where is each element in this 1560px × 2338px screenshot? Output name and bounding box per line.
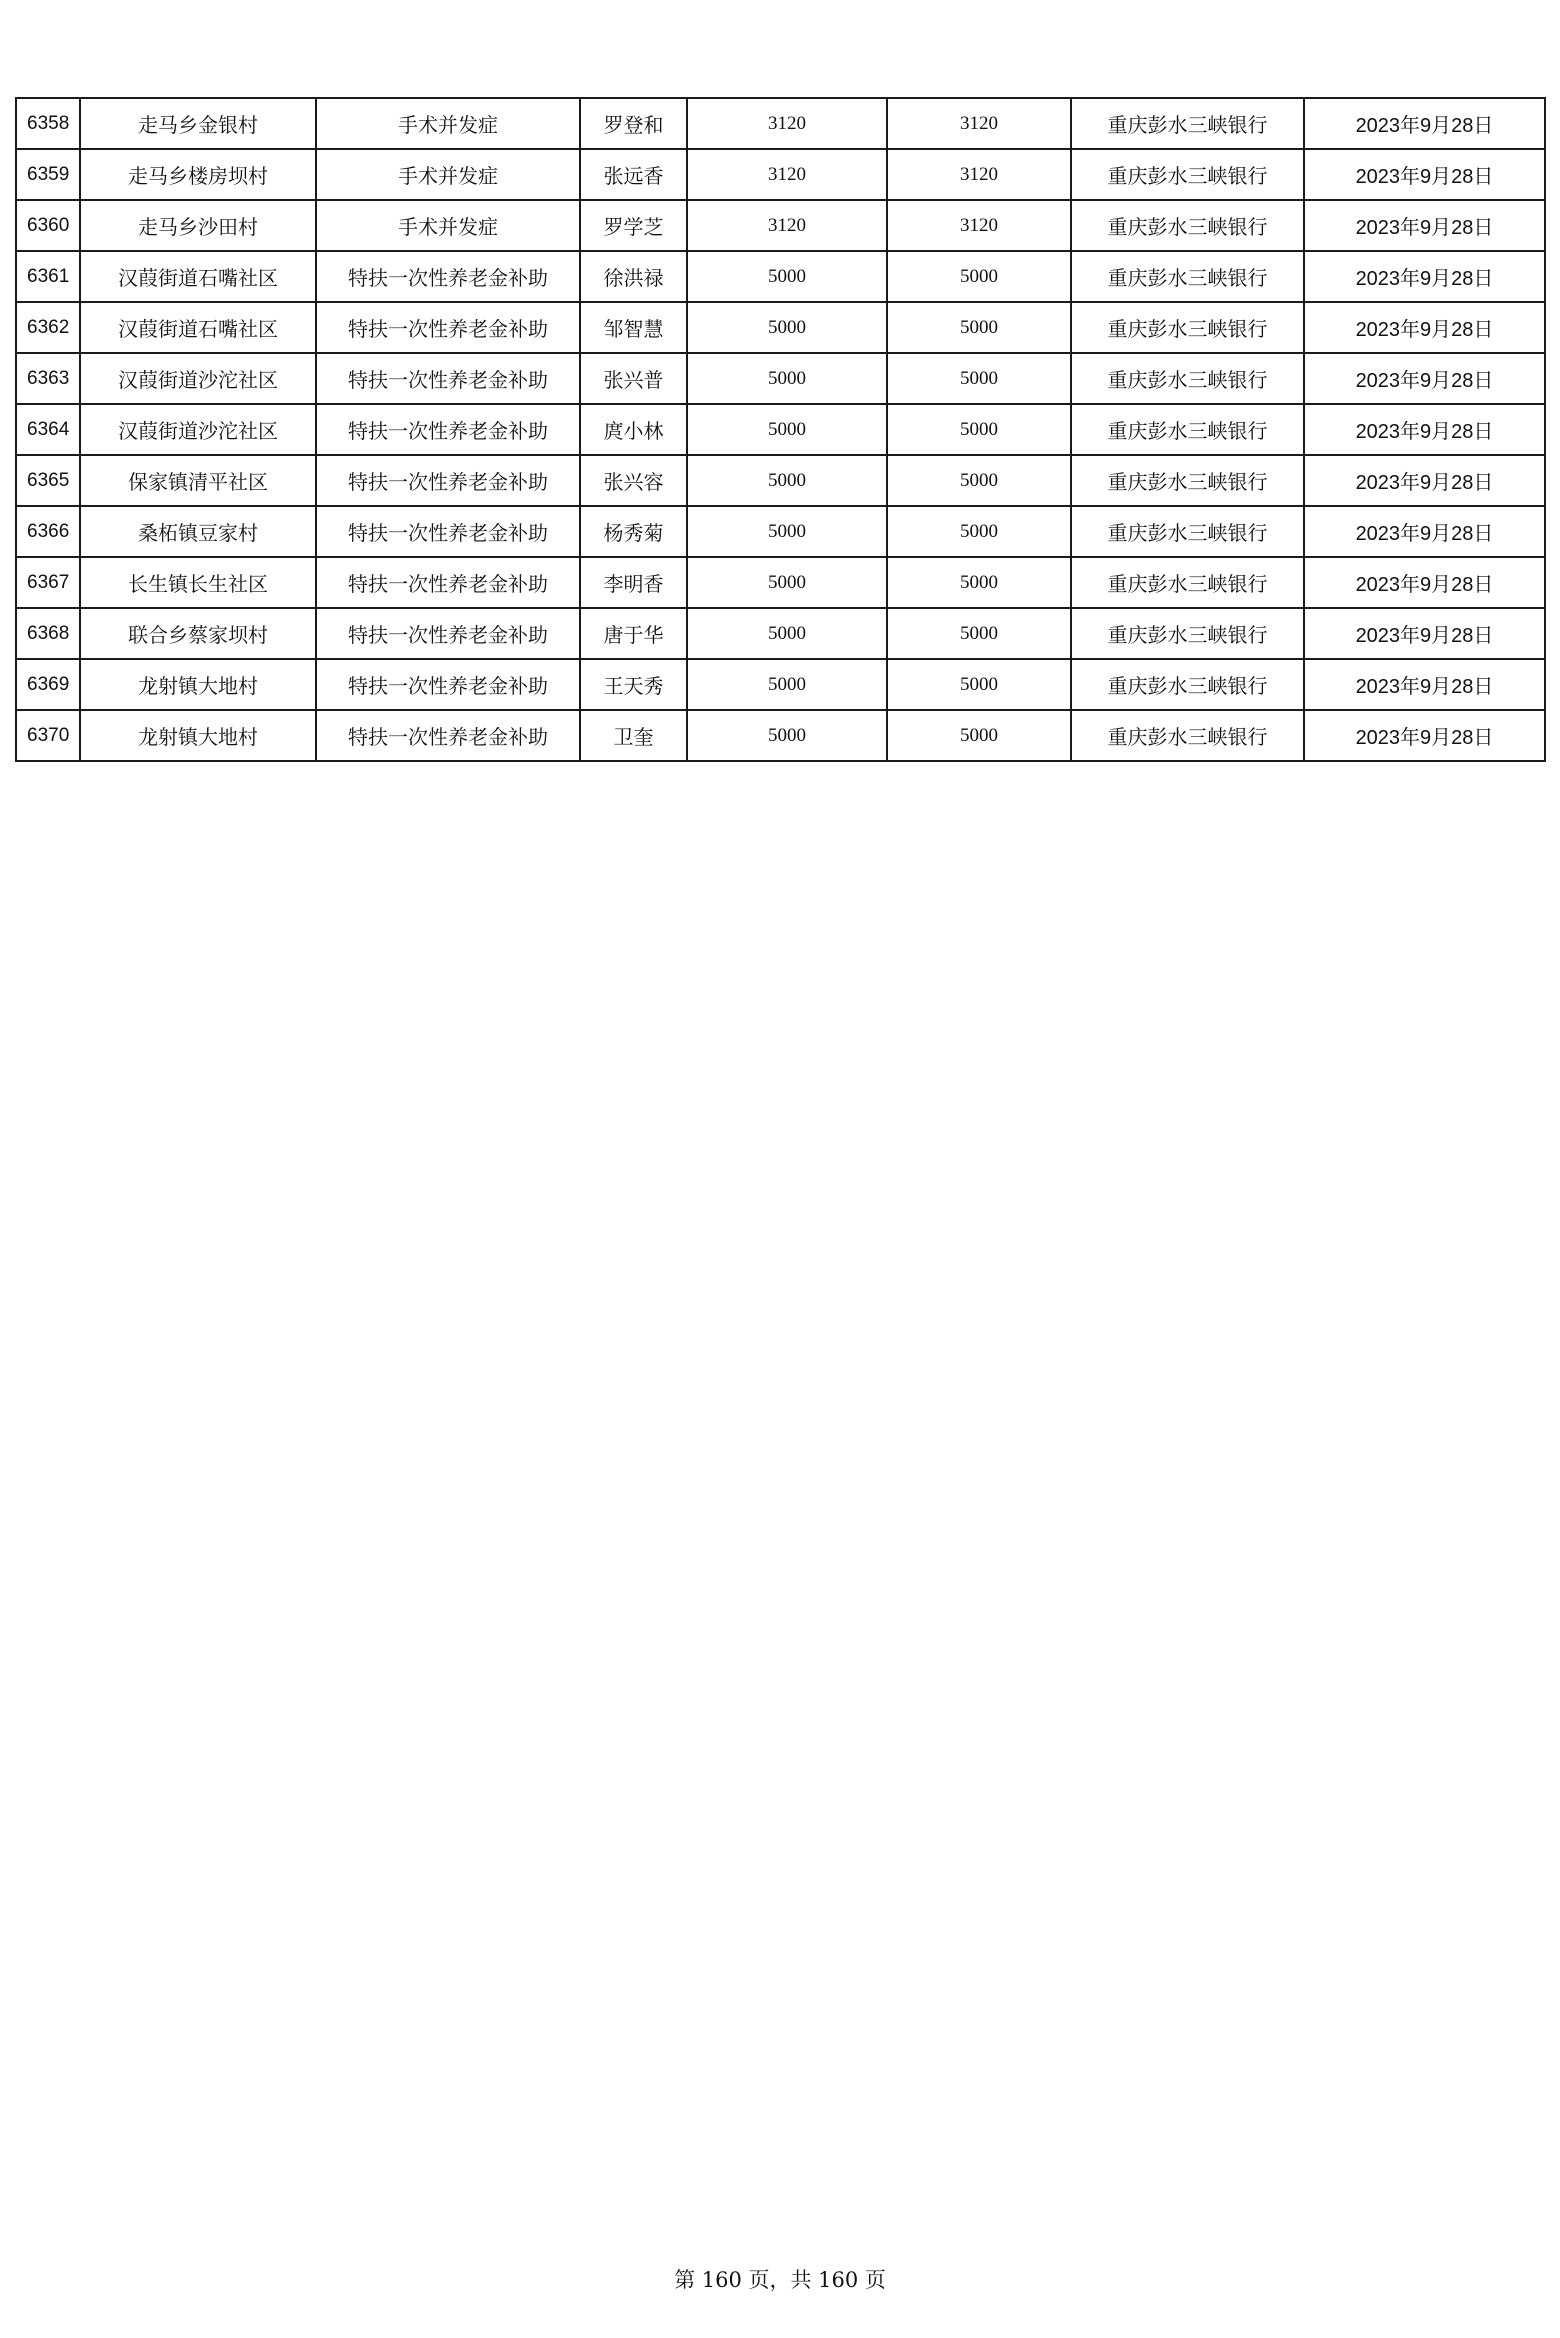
item-type-cell: 手术并发症 [316,200,580,251]
date-cell: 2023年9月28日 [1304,710,1545,761]
bank-cell: 重庆彭水三峡银行 [1071,98,1304,149]
item-type-cell: 手术并发症 [316,149,580,200]
table-row [16,251,1545,302]
bank-cell: 重庆彭水三峡银行 [1071,659,1304,710]
paid-amount-cell: 5000 [887,353,1071,404]
name-cell: 罗学芝 [580,200,687,251]
item-type-cell: 特扶一次性养老金补助 [316,659,580,710]
item-type-cell: 特扶一次性养老金补助 [316,404,580,455]
paid-amount-cell: 3120 [887,98,1071,149]
seq-number-cell: 6360 [16,200,80,251]
amount-cell: 5000 [687,404,887,455]
bank-cell: 重庆彭水三峡银行 [1071,608,1304,659]
bank-cell: 重庆彭水三峡银行 [1071,557,1304,608]
date-cell: 2023年9月28日 [1304,659,1545,710]
paid-amount-cell: 3120 [887,149,1071,200]
table-row [16,710,1545,761]
bank-cell: 重庆彭水三峡银行 [1071,302,1304,353]
item-type-cell: 特扶一次性养老金补助 [316,251,580,302]
date-cell: 2023年9月28日 [1304,557,1545,608]
location-cell: 汉葭街道沙沱社区 [80,353,316,404]
seq-number-cell: 6368 [16,608,80,659]
seq-number-cell: 6363 [16,353,80,404]
table-row [16,404,1545,455]
paid-amount-cell: 3120 [887,200,1071,251]
paid-amount-cell: 5000 [887,608,1071,659]
name-cell: 王天秀 [580,659,687,710]
location-cell: 龙射镇大地村 [80,710,316,761]
amount-cell: 5000 [687,455,887,506]
location-cell: 走马乡金银村 [80,98,316,149]
page-number: 第 160 页，共 160 页 [674,2268,886,2292]
seq-number-cell: 6365 [16,455,80,506]
item-type-cell: 手术并发症 [316,98,580,149]
seq-number-cell: 6369 [16,659,80,710]
bank-cell: 重庆彭水三峡银行 [1071,200,1304,251]
name-cell: 张远香 [580,149,687,200]
location-cell: 联合乡蔡家坝村 [80,608,316,659]
name-cell: 张兴普 [580,353,687,404]
paid-amount-cell: 5000 [887,506,1071,557]
location-cell: 走马乡楼房坝村 [80,149,316,200]
location-cell: 桑柘镇豆家村 [80,506,316,557]
amount-cell: 5000 [687,506,887,557]
seq-number-cell: 6370 [16,710,80,761]
name-cell: 李明香 [580,557,687,608]
item-type-cell: 特扶一次性养老金补助 [316,710,580,761]
location-cell: 汉葭街道石嘴社区 [80,302,316,353]
bank-cell: 重庆彭水三峡银行 [1071,404,1304,455]
location-cell: 走马乡沙田村 [80,200,316,251]
name-cell: 张兴容 [580,455,687,506]
date-cell: 2023年9月28日 [1304,149,1545,200]
date-cell: 2023年9月28日 [1304,302,1545,353]
table-row [16,506,1545,557]
amount-cell: 3120 [687,98,887,149]
location-cell: 长生镇长生社区 [80,557,316,608]
table-row [16,455,1545,506]
name-cell: 徐洪禄 [580,251,687,302]
item-type-cell: 特扶一次性养老金补助 [316,506,580,557]
amount-cell: 5000 [687,353,887,404]
location-cell: 汉葭街道沙沱社区 [80,404,316,455]
name-cell: 杨秀菊 [580,506,687,557]
date-cell: 2023年9月28日 [1304,506,1545,557]
seq-number-cell: 6361 [16,251,80,302]
item-type-cell: 特扶一次性养老金补助 [316,557,580,608]
item-type-cell: 特扶一次性养老金补助 [316,608,580,659]
amount-cell: 5000 [687,608,887,659]
name-cell: 庹小林 [580,404,687,455]
paid-amount-cell: 5000 [887,659,1071,710]
date-cell: 2023年9月28日 [1304,608,1545,659]
name-cell: 邹智慧 [580,302,687,353]
name-cell: 卫奎 [580,710,687,761]
date-cell: 2023年9月28日 [1304,98,1545,149]
table-row [16,302,1545,353]
bank-cell: 重庆彭水三峡银行 [1071,710,1304,761]
paid-amount-cell: 5000 [887,251,1071,302]
paid-amount-cell: 5000 [887,710,1071,761]
bank-cell: 重庆彭水三峡银行 [1071,506,1304,557]
paid-amount-cell: 5000 [887,455,1071,506]
date-cell: 2023年9月28日 [1304,404,1545,455]
table-row [16,557,1545,608]
paid-amount-cell: 5000 [887,404,1071,455]
bank-cell: 重庆彭水三峡银行 [1071,149,1304,200]
seq-number-cell: 6362 [16,302,80,353]
amount-cell: 3120 [687,149,887,200]
location-cell: 龙射镇大地村 [80,659,316,710]
table-row [16,608,1545,659]
item-type-cell: 特扶一次性养老金补助 [316,302,580,353]
name-cell: 唐于华 [580,608,687,659]
amount-cell: 5000 [687,251,887,302]
date-cell: 2023年9月28日 [1304,200,1545,251]
item-type-cell: 特扶一次性养老金补助 [316,455,580,506]
bank-cell: 重庆彭水三峡银行 [1071,455,1304,506]
amount-cell: 5000 [687,557,887,608]
amount-cell: 3120 [687,200,887,251]
records-table [15,97,1546,762]
amount-cell: 5000 [687,710,887,761]
paid-amount-cell: 5000 [887,302,1071,353]
table-row [16,98,1545,149]
date-cell: 2023年9月28日 [1304,455,1545,506]
item-type-cell: 特扶一次性养老金补助 [316,353,580,404]
table-row [16,200,1545,251]
table-row [16,353,1545,404]
amount-cell: 5000 [687,302,887,353]
date-cell: 2023年9月28日 [1304,353,1545,404]
bank-cell: 重庆彭水三峡银行 [1071,251,1304,302]
date-cell: 2023年9月28日 [1304,251,1545,302]
seq-number-cell: 6366 [16,506,80,557]
paid-amount-cell: 5000 [887,557,1071,608]
records-table-body [16,98,1545,761]
seq-number-cell: 6367 [16,557,80,608]
table-row [16,659,1545,710]
seq-number-cell: 6364 [16,404,80,455]
location-cell: 汉葭街道石嘴社区 [80,251,316,302]
name-cell: 罗登和 [580,98,687,149]
seq-number-cell: 6358 [16,98,80,149]
amount-cell: 5000 [687,659,887,710]
table-row [16,149,1545,200]
bank-cell: 重庆彭水三峡银行 [1071,353,1304,404]
location-cell: 保家镇清平社区 [80,455,316,506]
seq-number-cell: 6359 [16,149,80,200]
